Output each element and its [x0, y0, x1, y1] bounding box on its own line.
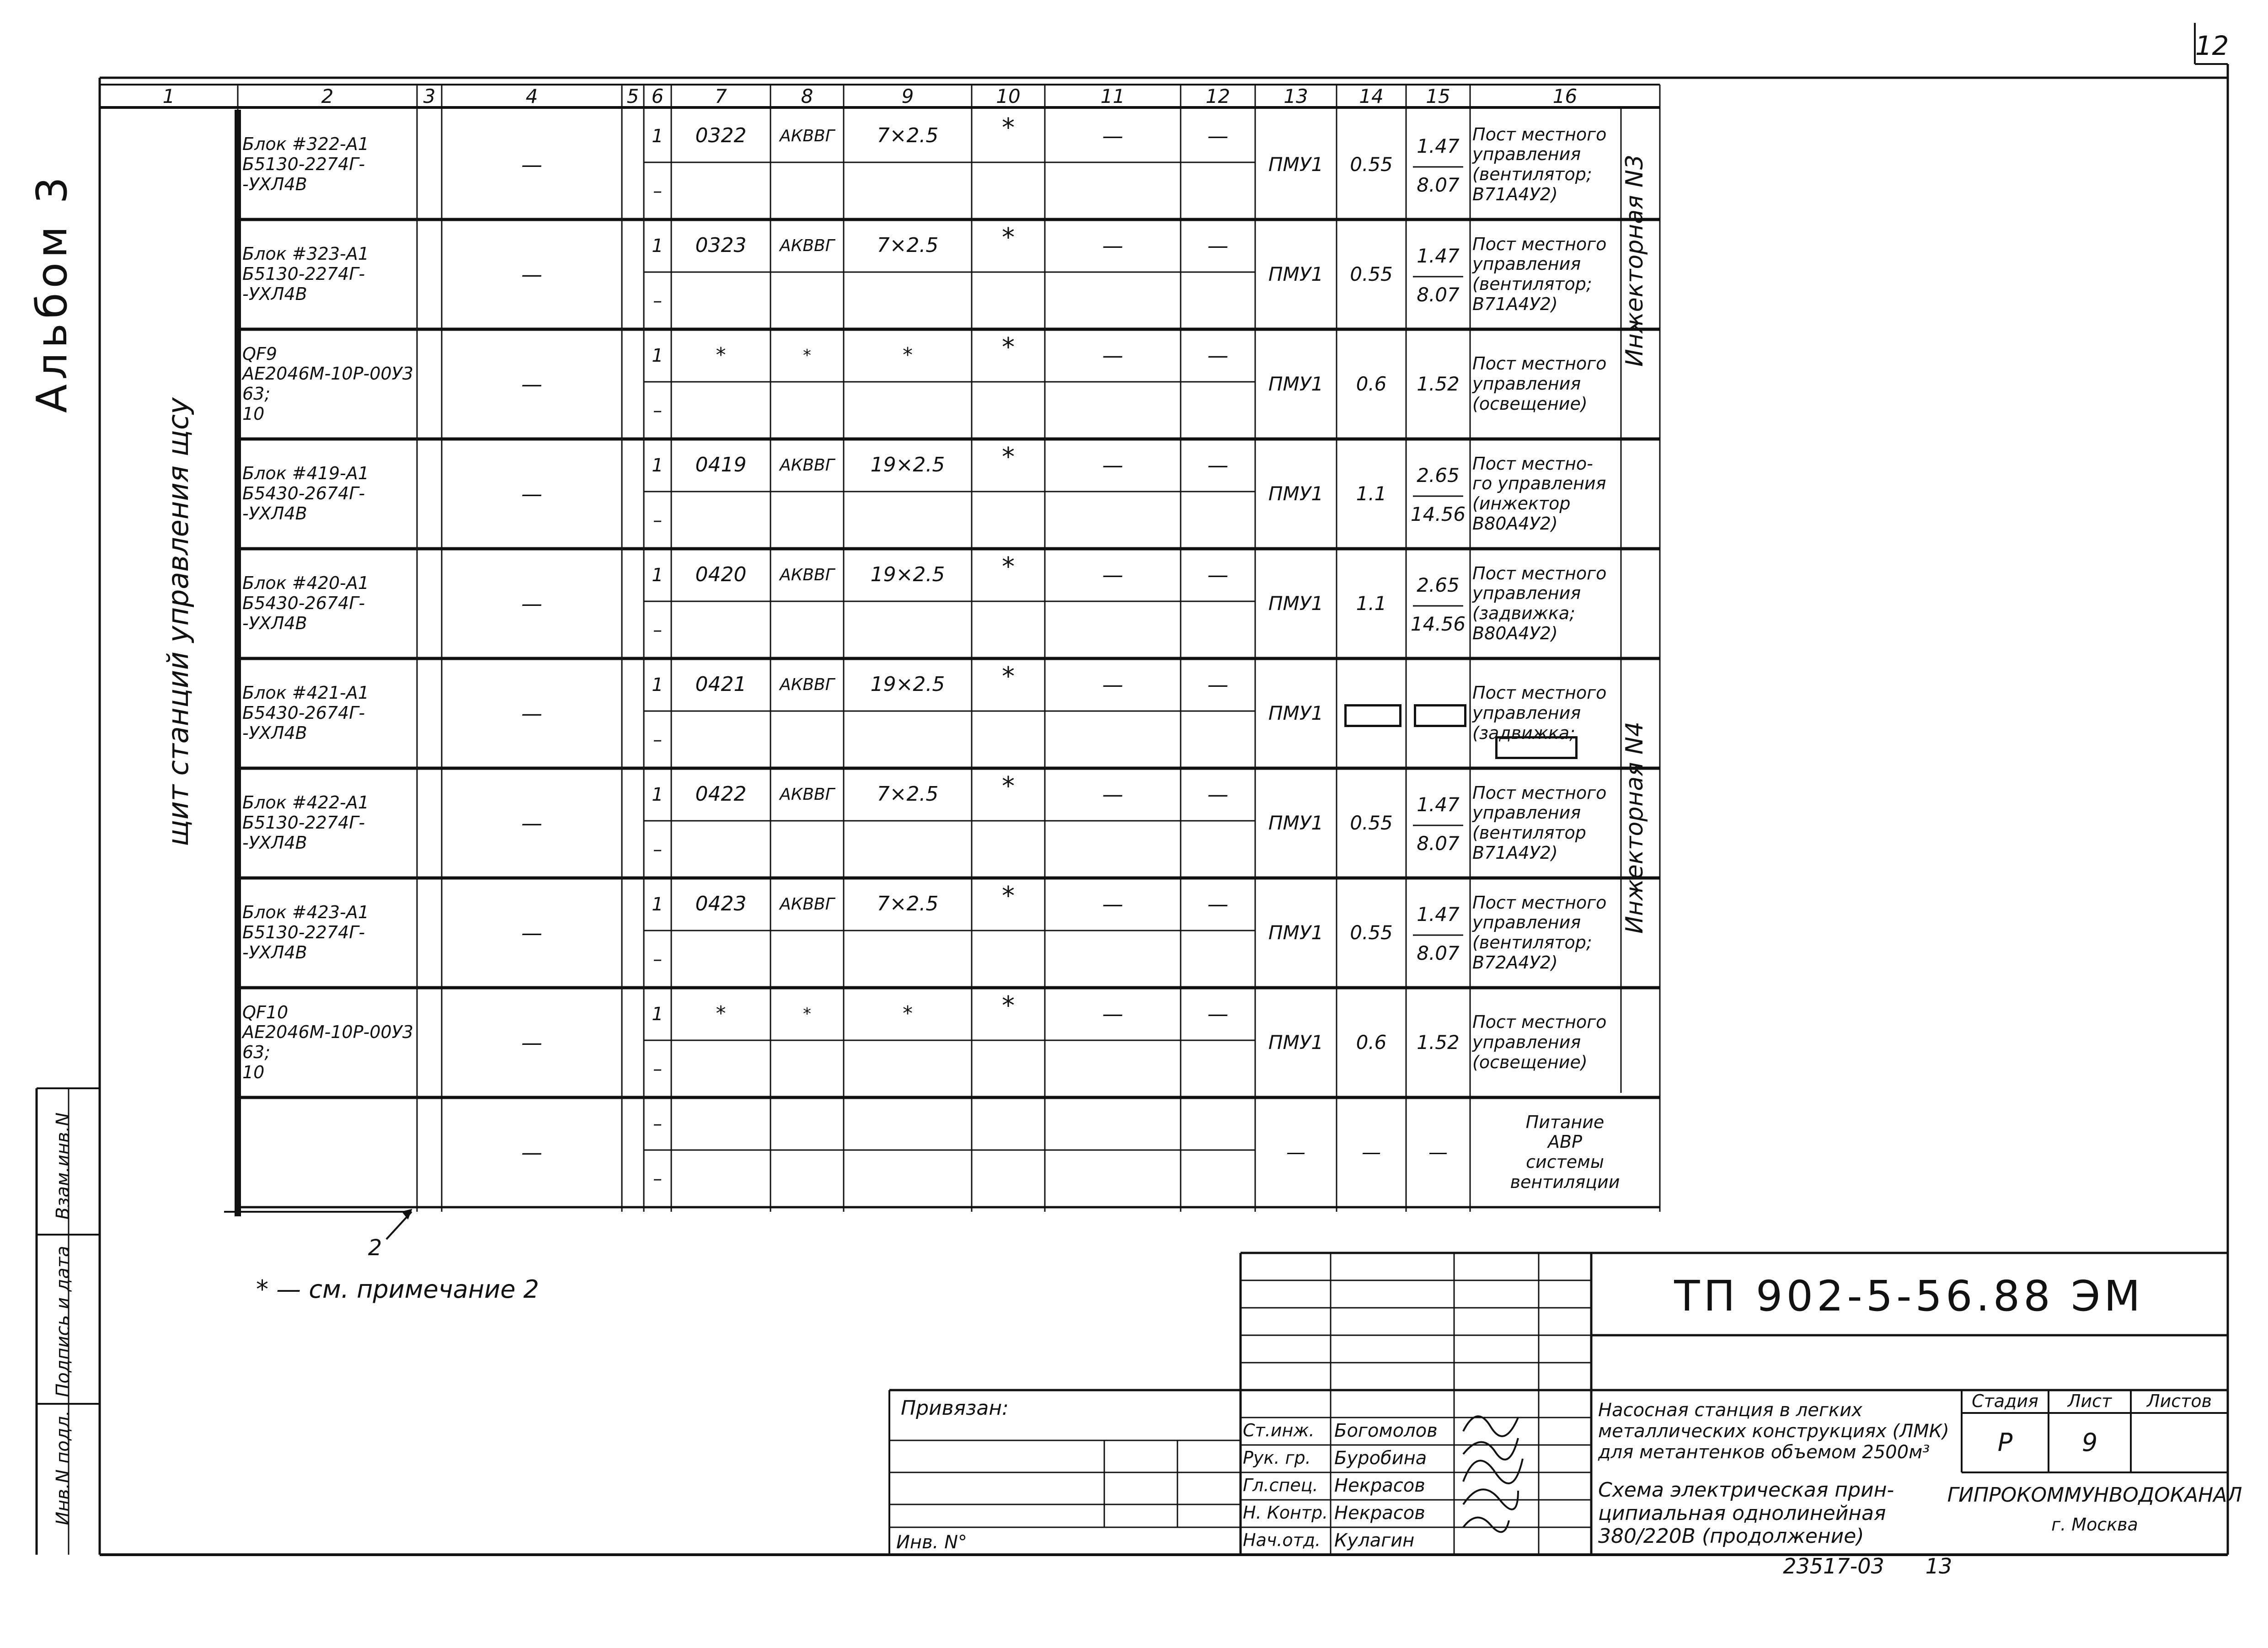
column-header-1: 1	[162, 85, 175, 107]
control-post-type: ПМУ1	[1268, 372, 1324, 395]
col11-value: —	[1102, 672, 1123, 697]
album-label: Альбом 3	[27, 172, 76, 413]
signer-name-0: Богомолов	[1334, 1420, 1438, 1441]
col4-value: —	[521, 810, 542, 835]
archive-number: 23517-03	[1783, 1553, 1884, 1578]
cable-section: 19×2.5	[870, 673, 945, 696]
col10-mark: *	[1002, 990, 1015, 1021]
cable-mark: 0323	[695, 234, 747, 257]
project-title: Насосная станция в легких металлических конструкциях (ЛМК) для метантенков объемом 2500м³	[1598, 1400, 1949, 1463]
col11-value: —	[1102, 782, 1123, 807]
col6-count: 1	[652, 1003, 663, 1025]
equipment-name: Блок #420-А1 Б5430-2674Г- -УХЛ4В	[242, 573, 369, 633]
col12-value: —	[1207, 562, 1229, 588]
drawing-code: ТП 902-5-56.88 ЭМ	[1674, 1272, 2144, 1321]
cable-mark: 0322	[695, 124, 747, 148]
column-header-6: 6	[651, 85, 664, 107]
description: Пост местного управления (вентилятор; В72А4У2)	[1472, 892, 1607, 973]
description: Пост местного управления (освещение)	[1472, 353, 1607, 414]
signer-name-4: Кулагин	[1334, 1530, 1415, 1551]
sheet-corner-number: 12	[2195, 30, 2229, 61]
col6-count-2: –	[653, 1058, 662, 1080]
equipment-name: Блок #423-А1 Б5130-2274Г- -УХЛ4В	[242, 902, 369, 963]
current-start: 14.56	[1410, 503, 1466, 525]
col11-value	[1045, 1097, 1181, 1150]
current-start: 14.56	[1410, 612, 1466, 635]
current-start: 8.07	[1417, 832, 1460, 855]
col4-value: —	[521, 1030, 542, 1055]
current-nominal: 1.47	[1417, 903, 1460, 926]
col10-mark: *	[1002, 112, 1015, 143]
column-header-16: 16	[1552, 85, 1578, 107]
cable-section: 19×2.5	[870, 563, 945, 587]
equipment-name: Блок #422-А1 Б5130-2274Г- -УХЛ4В	[242, 792, 369, 853]
power-kw: 0.55	[1350, 262, 1393, 285]
column-header-12: 12	[1205, 85, 1230, 107]
role-0: Ст.инж.	[1243, 1420, 1315, 1441]
cable-mark	[671, 1097, 770, 1150]
cable-section: *	[903, 343, 913, 367]
col10-mark: *	[1002, 551, 1015, 582]
cable-mark: 0421	[695, 673, 747, 696]
control-post-type: ПМУ1	[1268, 921, 1324, 944]
column-header-7: 7	[715, 85, 727, 107]
role-1: Рук. гр.	[1243, 1448, 1311, 1468]
power-kw: —	[1362, 1140, 1381, 1163]
equipment-name: QF9 АЕ2046М-10Р-00У3 63; 10	[242, 343, 413, 424]
col12-value: —	[1207, 782, 1229, 807]
col12-value: —	[1207, 892, 1229, 917]
equipment-name: Блок #322-А1 Б5130-2274Г- -УХЛ4В	[242, 134, 369, 194]
col6-count: 1	[652, 455, 663, 476]
column-header-14: 14	[1359, 85, 1384, 107]
cable-type: АКВВГ	[780, 126, 834, 145]
col12-value: —	[1207, 343, 1229, 368]
injector-label-n3: Инжекторная N3	[1621, 155, 1648, 367]
col10-mark: *	[1002, 222, 1015, 252]
current-nominal: 1.52	[1417, 372, 1460, 395]
col6-count-2: –	[653, 839, 662, 860]
control-post-type: ПМУ1	[1268, 811, 1324, 834]
stamp-inv-no: Инв.N подл.	[53, 1410, 74, 1525]
cable-type: АКВВГ	[780, 565, 834, 584]
archive-page: 13	[1925, 1553, 1952, 1578]
col4-value: —	[521, 701, 542, 726]
cable-mark: 0422	[695, 782, 747, 806]
col6-count-2: –	[653, 400, 662, 421]
description: Пост местного управления (вентилятор; В71А4У2)	[1472, 124, 1607, 204]
description: Пост местного управления (вентилятор; В71А4У2)	[1472, 234, 1607, 314]
power-kw: 0.6	[1356, 372, 1387, 395]
cable-section: 7×2.5	[877, 234, 939, 257]
inv-no-label: Инв. N°	[896, 1531, 967, 1553]
power-kw: 1.1	[1356, 592, 1387, 615]
col11-value: —	[1102, 123, 1123, 149]
current-nominal: 1.47	[1417, 793, 1460, 816]
col6-count: 1	[652, 125, 663, 147]
current-start: 8.07	[1417, 283, 1460, 306]
cable-type	[770, 1097, 844, 1150]
cable-type: *	[803, 346, 811, 365]
col6-count-2: –	[653, 509, 662, 531]
cable-type: АКВВГ	[780, 785, 834, 804]
cable-section	[844, 1097, 972, 1150]
column-header-13: 13	[1284, 85, 1308, 107]
arrow-label: 2	[368, 1235, 382, 1261]
cable-mark: 0420	[695, 563, 747, 587]
col11-value: —	[1102, 562, 1123, 588]
col11-value: —	[1102, 233, 1123, 258]
cable-section: 7×2.5	[877, 782, 939, 806]
col12-value: —	[1207, 453, 1229, 478]
col10-mark: *	[1002, 771, 1015, 801]
organization-city: г. Москва	[2051, 1514, 2138, 1535]
current-nominal: 1.52	[1417, 1031, 1460, 1054]
cable-type: АКВВГ	[780, 236, 834, 255]
col12-value: —	[1207, 123, 1229, 149]
cable-mark: *	[716, 343, 726, 367]
blank-box-col14	[1344, 704, 1401, 727]
col11-value: —	[1102, 1001, 1123, 1027]
column-header-11: 11	[1100, 85, 1125, 107]
col6-count-2: –	[653, 290, 662, 311]
sheets-label: Листов	[2147, 1391, 2212, 1412]
column-header-5: 5	[626, 85, 639, 107]
col10-mark: *	[1002, 442, 1015, 472]
stage-label: Стадия	[1972, 1391, 2038, 1412]
col11-value: —	[1102, 343, 1123, 368]
description: Пост местного управления (вентилятор В71А4У2)	[1472, 782, 1607, 863]
column-header-4: 4	[525, 85, 538, 107]
control-post-type: ПМУ1	[1268, 153, 1324, 176]
col4-value: —	[521, 262, 542, 287]
description: Пост местно- го управления (инжектор В80А4У2)	[1472, 453, 1606, 534]
power-kw: 0.55	[1350, 921, 1393, 944]
cable-type: АКВВГ	[780, 894, 834, 914]
cable-section: *	[903, 1002, 913, 1026]
injector-label-n4: Инжекторная N4	[1621, 722, 1648, 934]
role-4: Нач.отд.	[1243, 1530, 1321, 1551]
col10-mark: *	[1002, 661, 1015, 691]
cable-section: 19×2.5	[870, 453, 945, 477]
description: Пост местного управления (задвижка; В80А4У2)	[1472, 563, 1607, 643]
column-header-2: 2	[321, 85, 334, 107]
equipment-name: Блок #419-А1 Б5430-2674Г- -УХЛ4В	[242, 463, 369, 524]
group-label: щит станций управления щсу	[161, 397, 195, 846]
col6-count: 1	[652, 894, 663, 915]
signer-name-2: Некрасов	[1334, 1475, 1425, 1496]
current-nominal: 2.65	[1417, 573, 1460, 596]
sheet-label: Лист	[2067, 1391, 2112, 1412]
sheet-value: 9	[2081, 1428, 2098, 1457]
cable-mark: *	[716, 1002, 726, 1026]
column-header-15: 15	[1426, 85, 1450, 107]
current-nominal: 1.47	[1417, 134, 1460, 157]
col11-value: —	[1102, 892, 1123, 917]
cable-section: 7×2.5	[877, 124, 939, 148]
equipment-name	[242, 1100, 415, 1205]
control-post-type: ПМУ1	[1268, 482, 1324, 505]
col12-value: —	[1207, 672, 1229, 697]
current-nominal: 1.47	[1417, 244, 1460, 267]
column-header-10: 10	[996, 85, 1021, 107]
col6-count: 1	[652, 784, 663, 805]
stamp-signature-date: Подпись и дата	[53, 1246, 74, 1397]
col10-mark	[972, 1097, 1045, 1134]
equipment-name: QF10 АЕ2046М-10Р-00У3 63; 10	[242, 1002, 413, 1082]
col4-value: —	[521, 591, 542, 616]
current-nominal: —	[1428, 1140, 1448, 1163]
col6-count: 1	[652, 345, 663, 366]
col12-value: —	[1207, 233, 1229, 258]
role-3: Н. Контр.	[1243, 1503, 1328, 1523]
role-2: Гл.спец.	[1243, 1475, 1318, 1496]
column-header-9: 9	[901, 85, 914, 107]
col6-count-2: –	[653, 180, 662, 202]
organization: ГИПРОКОММУНВОДОКАНАЛ	[1947, 1483, 2242, 1507]
description: Питание АВР системы вентиляции	[1510, 1112, 1620, 1192]
current-nominal	[1406, 658, 1470, 768]
power-kw: 0.6	[1356, 1031, 1387, 1054]
cable-section: 7×2.5	[877, 892, 939, 916]
description: Пост местного управления (задвижка;	[1472, 683, 1607, 743]
control-post-type: ПМУ1	[1268, 592, 1324, 615]
cable-mark: 0419	[695, 453, 747, 477]
control-post-type: ПМУ1	[1268, 701, 1324, 724]
privyazan-label: Привязан:	[901, 1396, 1009, 1420]
col4-value: —	[521, 152, 542, 177]
col6-count-2: –	[653, 948, 662, 970]
col10-mark: *	[1002, 881, 1015, 911]
col6-count-2: –	[653, 729, 662, 750]
control-post-type: ПМУ1	[1268, 1031, 1324, 1054]
col6-count: –	[653, 1113, 662, 1134]
current-start: 8.07	[1417, 942, 1460, 964]
power-kw: 0.55	[1350, 153, 1393, 176]
power-kw: 0.55	[1350, 811, 1393, 834]
cable-type: *	[803, 1004, 811, 1023]
album-label-area	[23, 155, 87, 430]
signer-name-3: Некрасов	[1334, 1503, 1425, 1524]
current-start: 8.07	[1417, 173, 1460, 196]
col6-count-2: –	[653, 619, 662, 641]
col4-value: —	[521, 1140, 542, 1165]
cable-type: АКВВГ	[780, 455, 834, 475]
stage-value: Р	[1997, 1428, 2013, 1457]
cable-mark: 0423	[695, 892, 747, 916]
equipment-name: Блок #323-А1 Б5130-2274Г- -УХЛ4В	[242, 244, 369, 304]
col10-mark: *	[1002, 332, 1015, 362]
column-header-8: 8	[801, 85, 813, 107]
cable-type: АКВВГ	[780, 675, 834, 694]
signer-name-1: Буробина	[1334, 1448, 1427, 1469]
control-post-type: ПМУ1	[1268, 262, 1324, 285]
column-header-3: 3	[423, 85, 436, 107]
col12-value	[1181, 1097, 1255, 1150]
col6-count-2: –	[653, 1168, 662, 1189]
description: Пост местного управления (освещение)	[1472, 1012, 1607, 1072]
col4-value: —	[521, 371, 542, 396]
current-nominal: 2.65	[1417, 464, 1460, 487]
drawing-title: Схема электрическая прин- ципиальная однолинейная 380/220В (продолжение)	[1598, 1478, 1894, 1548]
power-kw: 1.1	[1356, 482, 1387, 505]
col6-count: 1	[652, 235, 663, 257]
col4-value: —	[521, 920, 542, 945]
col6-count: 1	[652, 564, 663, 586]
col6-count: 1	[652, 674, 663, 696]
col11-value: —	[1102, 453, 1123, 478]
col4-value: —	[521, 481, 542, 506]
equipment-name: Блок #421-А1 Б5430-2674Г- -УХЛ4В	[242, 683, 369, 743]
col12-value: —	[1207, 1001, 1229, 1027]
stamp-replaced-inv: Взам.инв.N	[53, 1112, 74, 1220]
note-text: * — см. примечание 2	[256, 1274, 539, 1304]
control-post-type: —	[1286, 1140, 1305, 1163]
